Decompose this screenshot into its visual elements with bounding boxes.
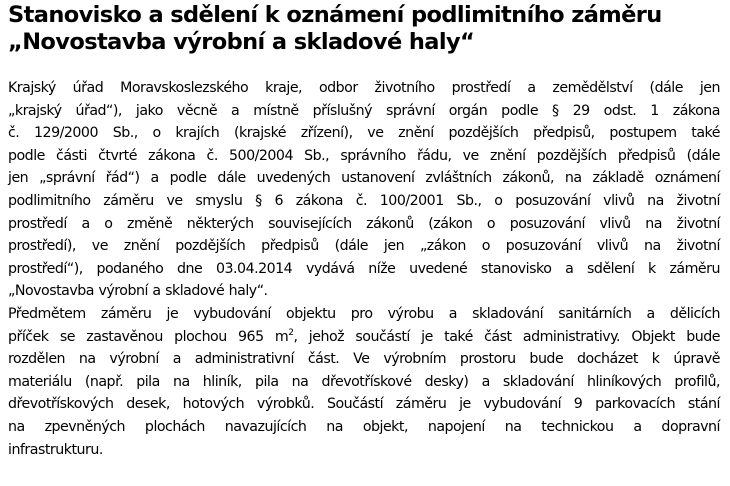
title-line-1: Stanovisko a sdělení k oznámení podlimitního záměru xyxy=(8,2,662,28)
text-line: jen „správní řád“) a podle dále uvedených ustanovení zvláštních zákonů, na základě oznámení xyxy=(8,170,720,187)
document-title xyxy=(8,2,722,56)
text-line: podle části čtvrté zákona č. 500/2004 Sb., správního řádu, ve znění pozdějších předpisů (dále xyxy=(8,147,720,164)
text-line: prostředí), ve znění pozdějších předpisů (dále jen „zákon o posuzování vlivů na životní xyxy=(8,238,720,255)
text-fragment: , jehož součástí je také část administrativy. Objekt bude xyxy=(293,328,720,345)
text-line: „krajský úřad“), jako věcně a místně příslušný správní orgán podle § 29 odst. 1 zákona xyxy=(8,102,720,119)
text-fragment: příček se zastavěnou plochou 965 m xyxy=(8,328,289,345)
text-line: rozdělen na výrobní a administrativní část. Ve výrobním prostoru bude docházet k úpravě xyxy=(8,351,720,368)
document xyxy=(8,2,722,461)
text-line: Předmětem záměru je vybudování objektu pro výrobu a skladování sanitárních a dělicích xyxy=(8,305,720,322)
superscript-exponent: 2 xyxy=(288,327,294,338)
text-line: dřevotřískových desek, hotových výrobků. Součástí záměru je vybudování 9 parkovacích stání xyxy=(8,396,720,413)
text-line: materiálu (např. pila na hliník, pila na dřevotřískové desky) a skladování hliníkových profilů, xyxy=(8,373,720,390)
text-line xyxy=(8,326,720,349)
text-line: prostředí a o změně některých souvisejících zákonů (zákon o posuzování vlivů na životní xyxy=(8,215,720,232)
text-line: Krajský úřad Moravskoslezského kraje, odbor životního prostředí a zemědělství (dále jen xyxy=(8,80,720,96)
paragraph-project-description xyxy=(8,303,720,461)
title-line-2: „Novostavba výrobní a skladové haly“ xyxy=(8,29,475,55)
text-line: na zpevněných plochách navazujících na objekt, napojení na technickou a dopravní xyxy=(8,418,720,435)
text-line: „Novostavba výrobní a skladové haly“. xyxy=(8,283,268,300)
text-line: infrastrukturu. xyxy=(8,441,103,458)
text-line: podlimitního záměru ve smyslu § 6 zákona č. 100/2001 Sb., o posuzování vlivů na životní xyxy=(8,192,720,209)
paragraph-intro xyxy=(8,77,720,303)
text-line: č. 129/2000 Sb., o krajích (krajské zřízení), ve znění pozdějších předpisů, postupem také xyxy=(8,125,720,142)
text-line: prostředí“), podaného dne 03.04.2014 vydává níže uvedené stanovisko a sdělení k záměru xyxy=(8,260,720,277)
